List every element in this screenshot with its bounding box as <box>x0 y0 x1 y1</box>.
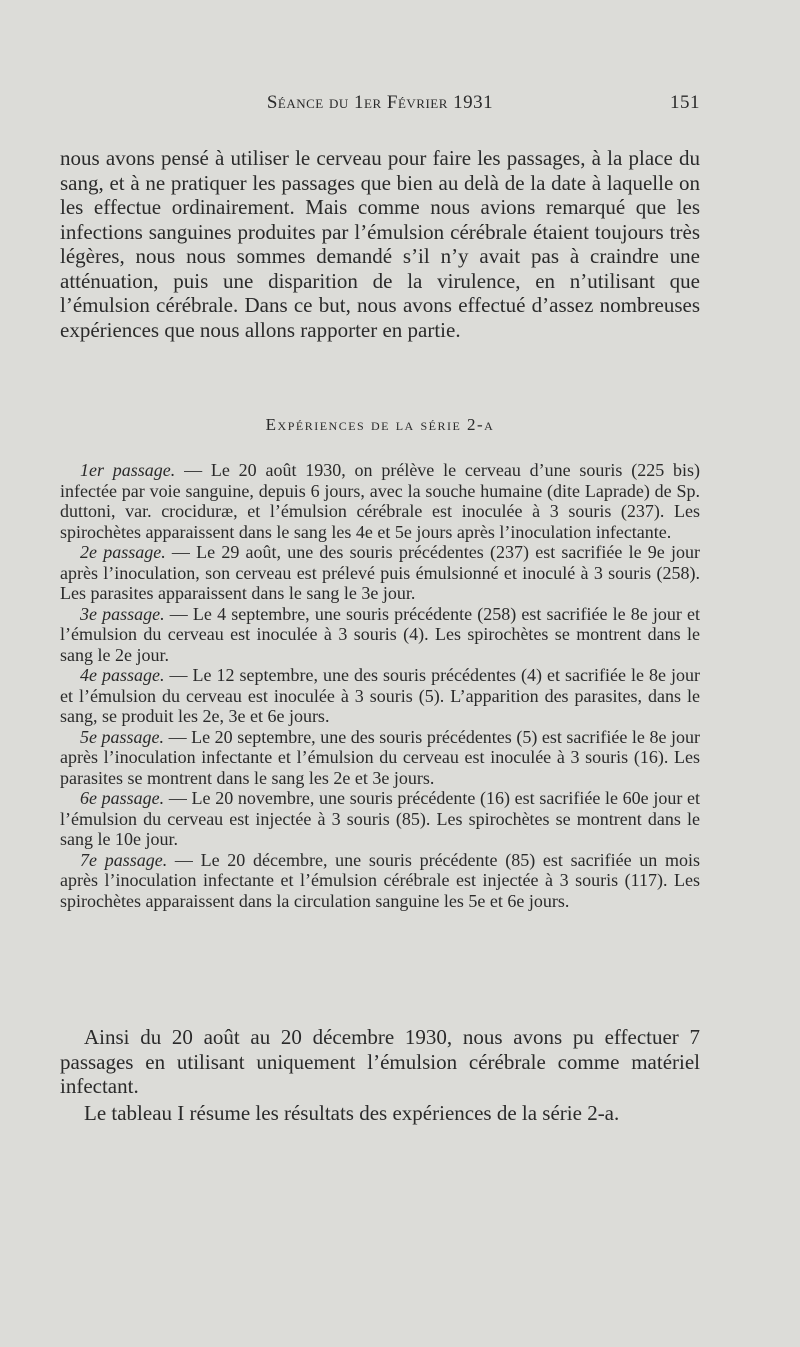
passage-4 <box>60 665 700 727</box>
passage-text: — Le 4 septembre, une souris précédente (258) est sacrifiée le 8e jour et l’émulsion du cerveau est inoculée à 3 souris (4). Les spirochètes se montrent dans le sang le 2e jour. <box>60 603 700 665</box>
running-title: Séance du 1er Février 1931 <box>266 92 494 113</box>
passage-label: 2e passage. <box>80 542 166 562</box>
running-header <box>60 92 700 122</box>
passage-label: 6e passage. <box>80 788 165 808</box>
passage-label: 7e passage. <box>80 849 168 870</box>
passage-text: — Le 12 septembre, une des souris précédentes (4) et sacrifiée le 8e jour et l’émulsion du cerveau est inoculée à 3 souris (5). L’apparition des parasites, dans le sang, se produit les 2e, 3e et 6e jours. <box>60 665 700 726</box>
section-title: Expériences de la série 2-a <box>265 415 495 434</box>
passage-label: 5e passage. <box>80 726 165 747</box>
passage-3 <box>60 604 700 666</box>
intro-paragraph: nous avons pensé à utiliser le cerveau pour faire les passages, à la place du sang, et à ne pratiquer les passages que bien au delà de la date à laquelle on les effectue ordinairement. Mais comme nous avions remarqué que les infections sanguines produites par l’émulsion cérébrale étaient toujours très légères, nous nous sommes demandé s’il n’y avait pas à craindre une atténuation, puis une disparition de la virulence, en n’utilisant que l’émulsion cérébrale. Dans ce but, nous avons effectué d’assez nombreuses expériences que nous allons rapporter en partie. <box>60 146 700 342</box>
passage-text: — Le 29 août, une des souris précédentes (237) est sacrifiée le 9e jour après l’inoculation, son cerveau est prélevé puis émulsionné et inoculé à 3 souris (258). Les parasites apparaissent dans le sang le 3e jour. <box>60 542 700 603</box>
conclusion <box>60 1025 700 1125</box>
passage-text: — Le 20 décembre, une souris précédente (85) est sacrifiée un mois après l’inoculation infectante et l’émulsion cérébrale est injectée à 3 souris (117). Les spirochètes apparaissent dans la circulation sanguine les 5e et 6e jours. <box>60 849 700 911</box>
passage-5 <box>60 727 700 789</box>
passage-2 <box>60 542 700 604</box>
passage-label: 3e passage. <box>80 603 165 624</box>
passage-1 <box>60 460 700 542</box>
passages-list <box>60 460 700 911</box>
conclusion-paragraph-2: Le tableau I résume les résultats des expériences de la série 2-a. <box>84 1100 620 1125</box>
passage-label: 1er passage. <box>80 460 176 480</box>
passage-6 <box>60 788 700 850</box>
page-number: 151 <box>670 92 700 113</box>
passage-text: — Le 20 août 1930, on prélève le cerveau d’une souris (225 bis) infectée par voie sanguine, depuis 6 jours, avec la souche humaine (dite Laprade) de Sp. duttoni, var. crociduræ, et l’émulsion cérébrale est inoculée à 3 souris (237). Les spirochètes apparaissent dans le sang les 4e et 5e jours après l’inoculation infectante. <box>60 460 700 542</box>
passage-label: 4e passage. <box>80 665 165 685</box>
passage-7 <box>60 850 700 912</box>
conclusion-paragraph-1: Ainsi du 20 août au 20 décembre 1930, nous avons pu effectuer 7 passages en utilisant uniquement l’émulsion cérébrale comme matériel infectant. <box>60 1025 700 1098</box>
passage-text: — Le 20 novembre, une souris précédente (16) est sacrifiée le 60e jour et l’émulsion du cerveau est injectée à 3 souris (85). Les spirochètes se montrent dans le sang le 10e jour. <box>60 788 700 849</box>
passage-text: — Le 20 septembre, une des souris précédentes (5) est sacrifiée le 8e jour après l’inoculation infectante et l’émulsion du cerveau est inoculée à 3 souris (16). Les parasites se montrent dans le sang les 2e et 3e jours. <box>60 726 700 788</box>
